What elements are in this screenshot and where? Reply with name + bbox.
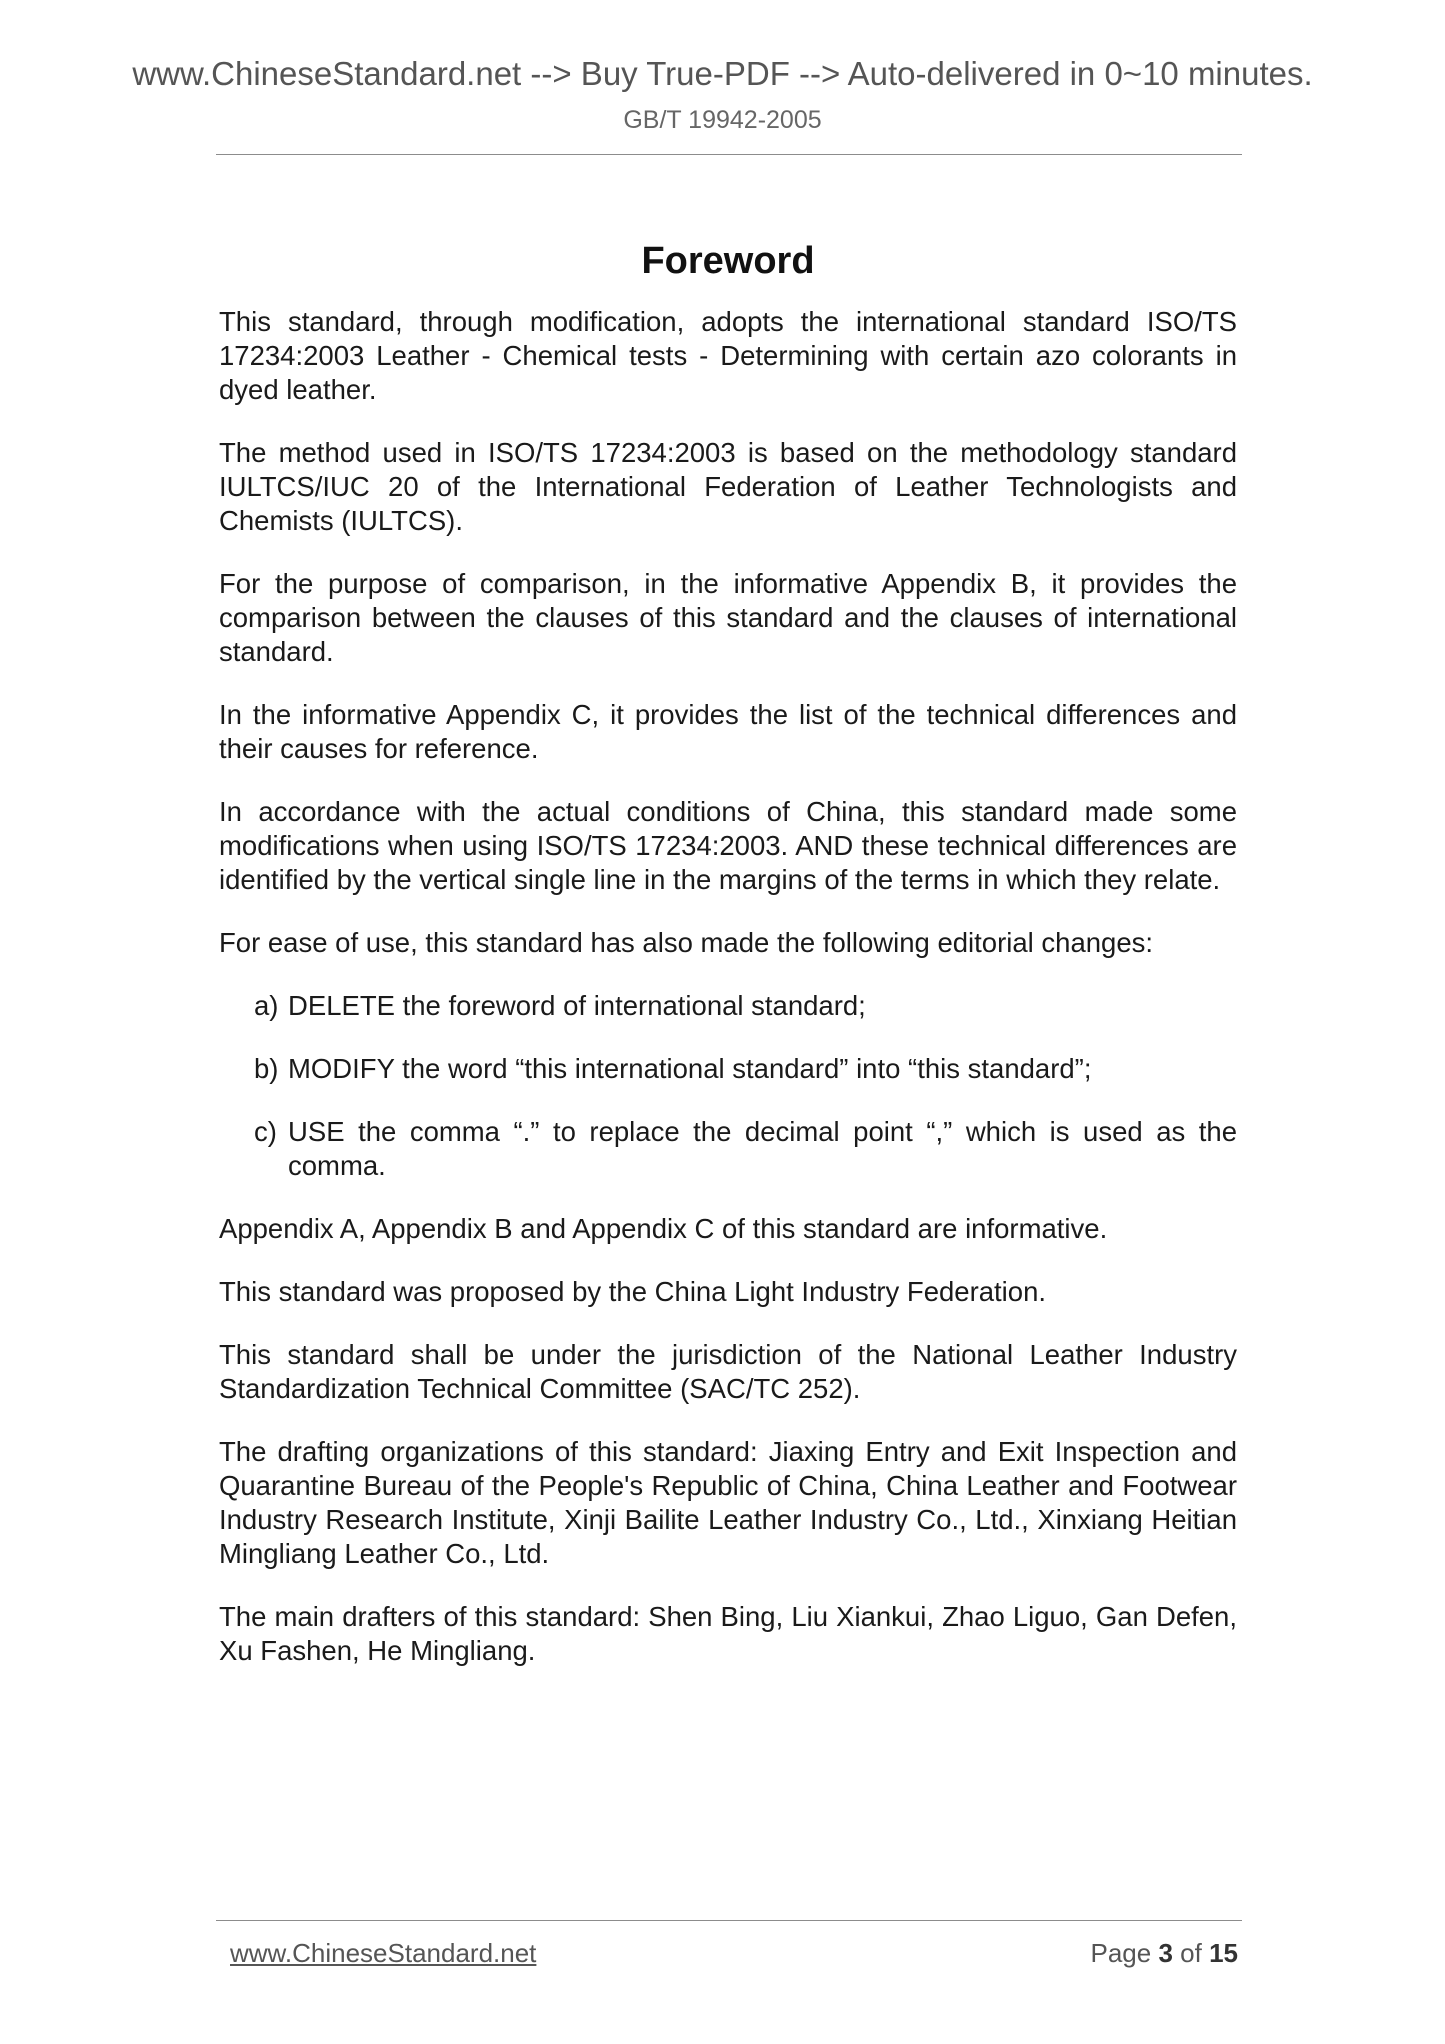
- standard-code: GB/T 19942-2005: [623, 106, 822, 135]
- paragraph: The drafting organizations of this standard: Jiaxing Entry and Exit Inspection and Quarantine Bureau of the People's Republic of China, China Leather and Footwear Industry Research Institute, Xinji Bailite Leather Industry Co., Ltd., Xinxiang Heitian Mingliang Leather Co., Ltd.: [219, 1436, 1237, 1569]
- list-item: [219, 989, 1237, 1023]
- total-pages: 15: [1209, 1938, 1238, 1968]
- paragraph: The main drafters of this standard: Shen Bing, Liu Xiankui, Zhao Liguo, Gan Defen, Xu Fashen, He Mingliang.: [219, 1601, 1237, 1666]
- paragraph: The method used in ISO/TS 17234:2003 is based on the methodology standard IULTCS/IUC 20 of the International Federation of Leather Technologists and Chemists (IULTCS).: [219, 437, 1237, 536]
- page-footer: [230, 1938, 1238, 1974]
- list-marker: b): [254, 1053, 279, 1084]
- paragraph: For ease of use, this standard has also made the following editorial changes:: [219, 927, 1154, 958]
- list-item-text: USE the comma “.” to replace the decimal point “,” which is used as the comma.: [288, 1116, 1237, 1181]
- paragraph: This standard, through modification, adopts the international standard ISO/TS 17234:2003 Leather - Chemical tests - Determining with certain azo colorants in dyed leather.: [219, 306, 1237, 405]
- document-body: [219, 240, 1237, 1697]
- paragraph: Appendix A, Appendix B and Appendix C of this standard are informative.: [219, 1213, 1108, 1244]
- list-item-text: MODIFY the word “this international standard” into “this standard”;: [288, 1053, 1092, 1084]
- page-number: [1090, 1938, 1238, 1969]
- page-title: Foreword: [641, 240, 815, 282]
- list-item: [219, 1052, 1237, 1086]
- list-marker: c): [254, 1116, 277, 1147]
- paragraph: For the purpose of comparison, in the informative Appendix B, it provides the comparison between the clauses of this standard and the clauses of international standard.: [219, 568, 1237, 667]
- header-divider: [216, 154, 1242, 155]
- list-item-text: DELETE the foreword of international standard;: [288, 990, 866, 1021]
- footer-divider: [216, 1920, 1242, 1921]
- page-header: [0, 56, 1445, 135]
- current-page: 3: [1158, 1938, 1173, 1968]
- paragraph: In the informative Appendix C, it provides the list of the technical differences and their causes for reference.: [219, 699, 1237, 764]
- page-of-label: of: [1180, 1938, 1202, 1968]
- website-link[interactable]: www.ChineseStandard.net: [230, 1938, 537, 1968]
- list-item: [219, 1115, 1237, 1183]
- paragraph: This standard shall be under the jurisdiction of the National Leather Industry Standardization Technical Committee (SAC/TC 252).: [219, 1339, 1237, 1404]
- list-marker: a): [254, 990, 279, 1021]
- paragraph: In accordance with the actual conditions of China, this standard made some modifications when using ISO/TS 17234:2003. AND these technical differences are identified by the vertical single line in the margins of the terms in which they relate.: [219, 796, 1237, 895]
- page-label: Page: [1090, 1938, 1152, 1968]
- paragraph: This standard was proposed by the China Light Industry Federation.: [219, 1276, 1047, 1307]
- header-banner: www.ChineseStandard.net --> Buy True-PDF --> Auto-delivered in 0~10 minutes.: [132, 55, 1313, 92]
